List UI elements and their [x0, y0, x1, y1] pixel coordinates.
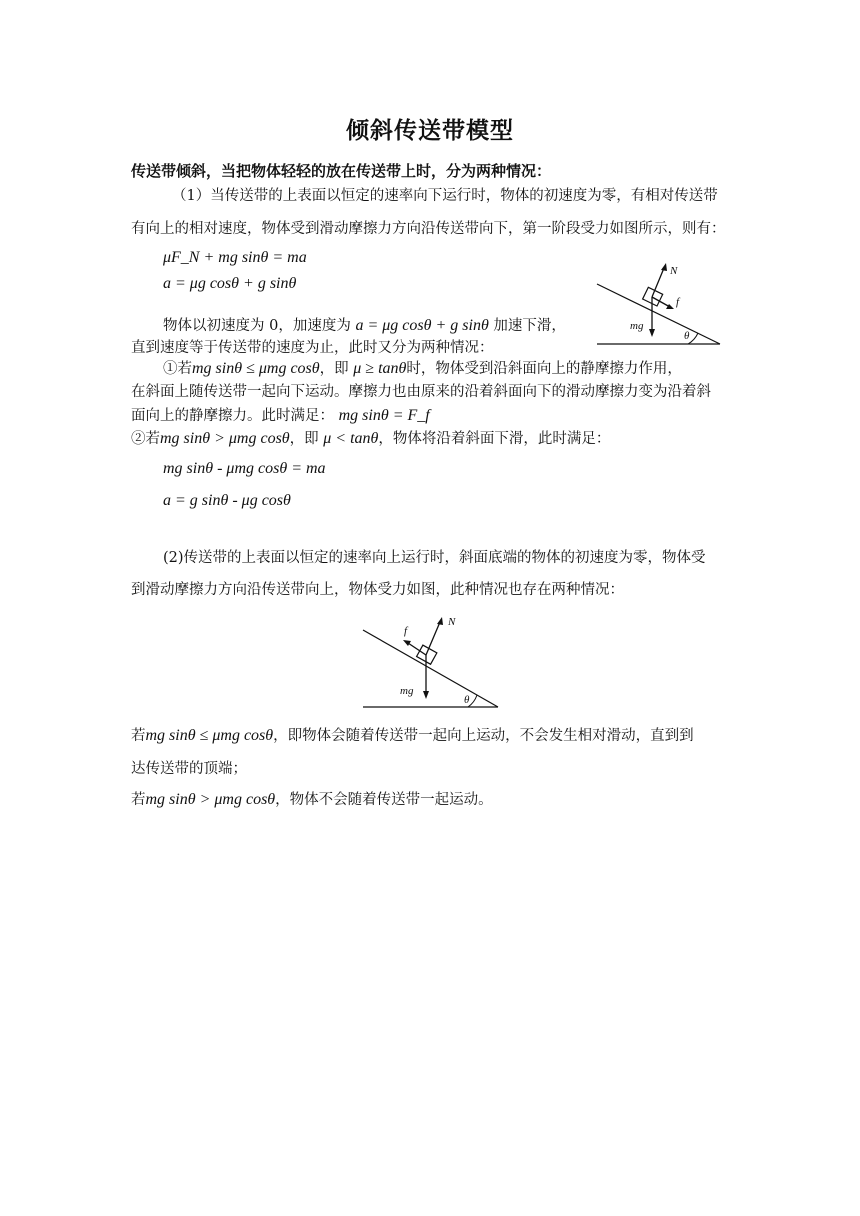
equation-4: a = g sinθ - μg cosθ: [163, 492, 291, 509]
sub1-pre: ①若: [163, 361, 192, 377]
label-theta-2: θ: [464, 694, 470, 706]
c2-pre: 若: [131, 792, 146, 808]
sub1-cond2: μ ≥ tanθ: [353, 360, 407, 377]
c1-cond: mg sinθ ≤ μmg cosθ: [145, 727, 274, 744]
c2-cond: mg sinθ > μmg cosθ: [145, 791, 276, 808]
sub1-line1: [163, 357, 682, 381]
sub1-line3: [131, 404, 430, 428]
incline-force-diagram-down: [592, 258, 732, 350]
accel-line: [163, 314, 566, 338]
sub1-line3-pre: 面向上的静摩擦力。此时满足：: [131, 408, 334, 424]
accel-eq: a = μg cosθ + g sinθ: [355, 317, 489, 334]
case1-line2: 有向上的相对速度，物体受到滑动摩擦力方向沿传送带向下，第一阶段受力如图所示，则有：: [131, 221, 726, 237]
equation-1: μF_N + mg sinθ = ma: [163, 249, 307, 266]
accel-pre: 物体以初速度为 0，加速度为: [163, 318, 351, 334]
sub1-line3-eq: mg sinθ = F_f: [338, 407, 430, 424]
sub2-mid: ，即: [289, 431, 319, 447]
case2-cond1-line: [131, 724, 694, 748]
label-f-2: f: [404, 625, 408, 637]
label-mg: mg: [630, 320, 644, 332]
case1-line1: （1）当传送带的上表面以恒定的速率向下运行时，物体的初速度为零，有相对传送带: [172, 188, 718, 204]
sub1-post: 时，物体受到沿斜面向上的静摩擦力作用，: [406, 361, 682, 377]
sub2-line: [131, 427, 610, 451]
case2-cond2-line: [131, 788, 493, 812]
c1-pre: 若: [131, 728, 146, 744]
intro-line: 传送带倾斜，当把物体轻轻的放在传送带上时，分为两种情况：: [131, 162, 552, 180]
page-title: 倾斜传送带模型: [346, 118, 514, 144]
incline-force-diagram-up: [360, 610, 505, 712]
case2-line1: (2)传送带的上表面以恒定的速率向上运行时，斜面底端的物体的初速度为零，物体受: [163, 550, 706, 566]
sub2-cond2: μ < tanθ: [323, 430, 379, 447]
label-mg-2: mg: [400, 685, 414, 697]
c1-post: ，即物体会随着传送带一起向上运动，不会发生相对滑动，直到到: [273, 728, 694, 744]
sub1-mid: ，即: [319, 361, 349, 377]
label-N: N: [670, 265, 678, 277]
equation-3: mg sinθ - μmg cosθ = ma: [163, 460, 326, 477]
case2-cond1-line2: 达传送带的顶端；: [131, 761, 247, 777]
sub2-cond: mg sinθ > μmg cosθ: [160, 430, 290, 447]
label-theta: θ: [684, 330, 690, 342]
label-f: f: [676, 296, 680, 308]
equation-2: a = μg cosθ + g sinθ: [163, 275, 297, 292]
sub2-pre: ②若: [131, 431, 160, 447]
until-line: 直到速度等于传送带的速度为止，此时又分为两种情况：: [131, 340, 494, 356]
c2-post: ，物体不会随着传送带一起运动。: [275, 792, 493, 808]
sub1-cond: mg sinθ ≤ μmg cosθ: [192, 360, 320, 377]
accel-post: 加速下滑，: [493, 318, 566, 334]
sub1-line2: 在斜面上随传送带一起向下运动。摩擦力也由原来的沿着斜面向下的滑动摩擦力变为沿着斜: [131, 384, 711, 400]
sub2-post: ，物体将沿着斜面下滑，此时满足：: [378, 431, 611, 447]
label-N-2: N: [448, 616, 456, 628]
case2-line2: 到滑动摩擦力方向沿传送带向上，物体受力如图，此种情况也存在两种情况：: [131, 582, 624, 598]
